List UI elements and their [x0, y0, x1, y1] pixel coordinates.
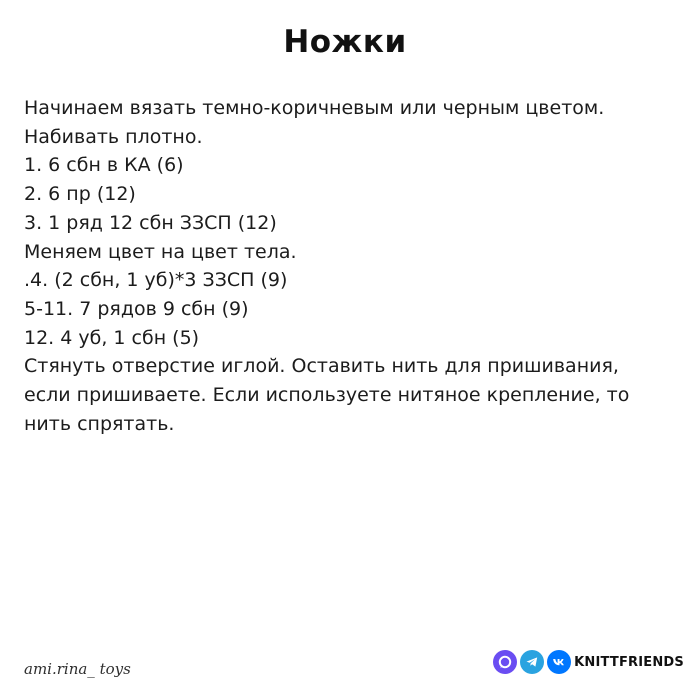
author-handle: ami.rina_ toys — [24, 660, 131, 678]
max-messenger-icon[interactable] — [493, 650, 517, 674]
instruction-line: нить спрятать. — [24, 412, 175, 435]
instruction-line: 2. 6 пр (12) — [24, 183, 136, 206]
page-title: Ножки — [283, 24, 407, 60]
vk-icon[interactable] — [547, 650, 571, 674]
instruction-line: если пришиваете. Если используете нитяное крепление, то — [24, 384, 630, 407]
brand-label: KNITTFRIENDS — [574, 654, 684, 670]
pattern-instructions — [24, 94, 674, 438]
instruction-line: .4. (2 сбн, 1 уб)*3 ЗЗСП (9) — [24, 269, 288, 292]
instruction-line: Набивать плотно. — [24, 125, 203, 148]
instruction-line: 12. 4 уб, 1 сбн (5) — [24, 326, 200, 349]
instruction-line: Начинаем вязать темно-коричневым или черным цветом. — [24, 97, 605, 119]
instruction-line: Меняем цвет на цвет тела. — [24, 240, 297, 263]
telegram-icon[interactable] — [520, 650, 544, 674]
instruction-line: Стянуть отверстие иглой. Оставить нить для пришивания, — [24, 355, 619, 378]
social-links — [493, 649, 684, 675]
instruction-line: 1. 6 сбн в КА (6) — [24, 154, 184, 177]
instruction-line: 5-11. 7 рядов 9 сбн (9) — [24, 297, 249, 320]
instruction-line: 3. 1 ряд 12 сбн ЗЗСП (12) — [24, 211, 277, 234]
